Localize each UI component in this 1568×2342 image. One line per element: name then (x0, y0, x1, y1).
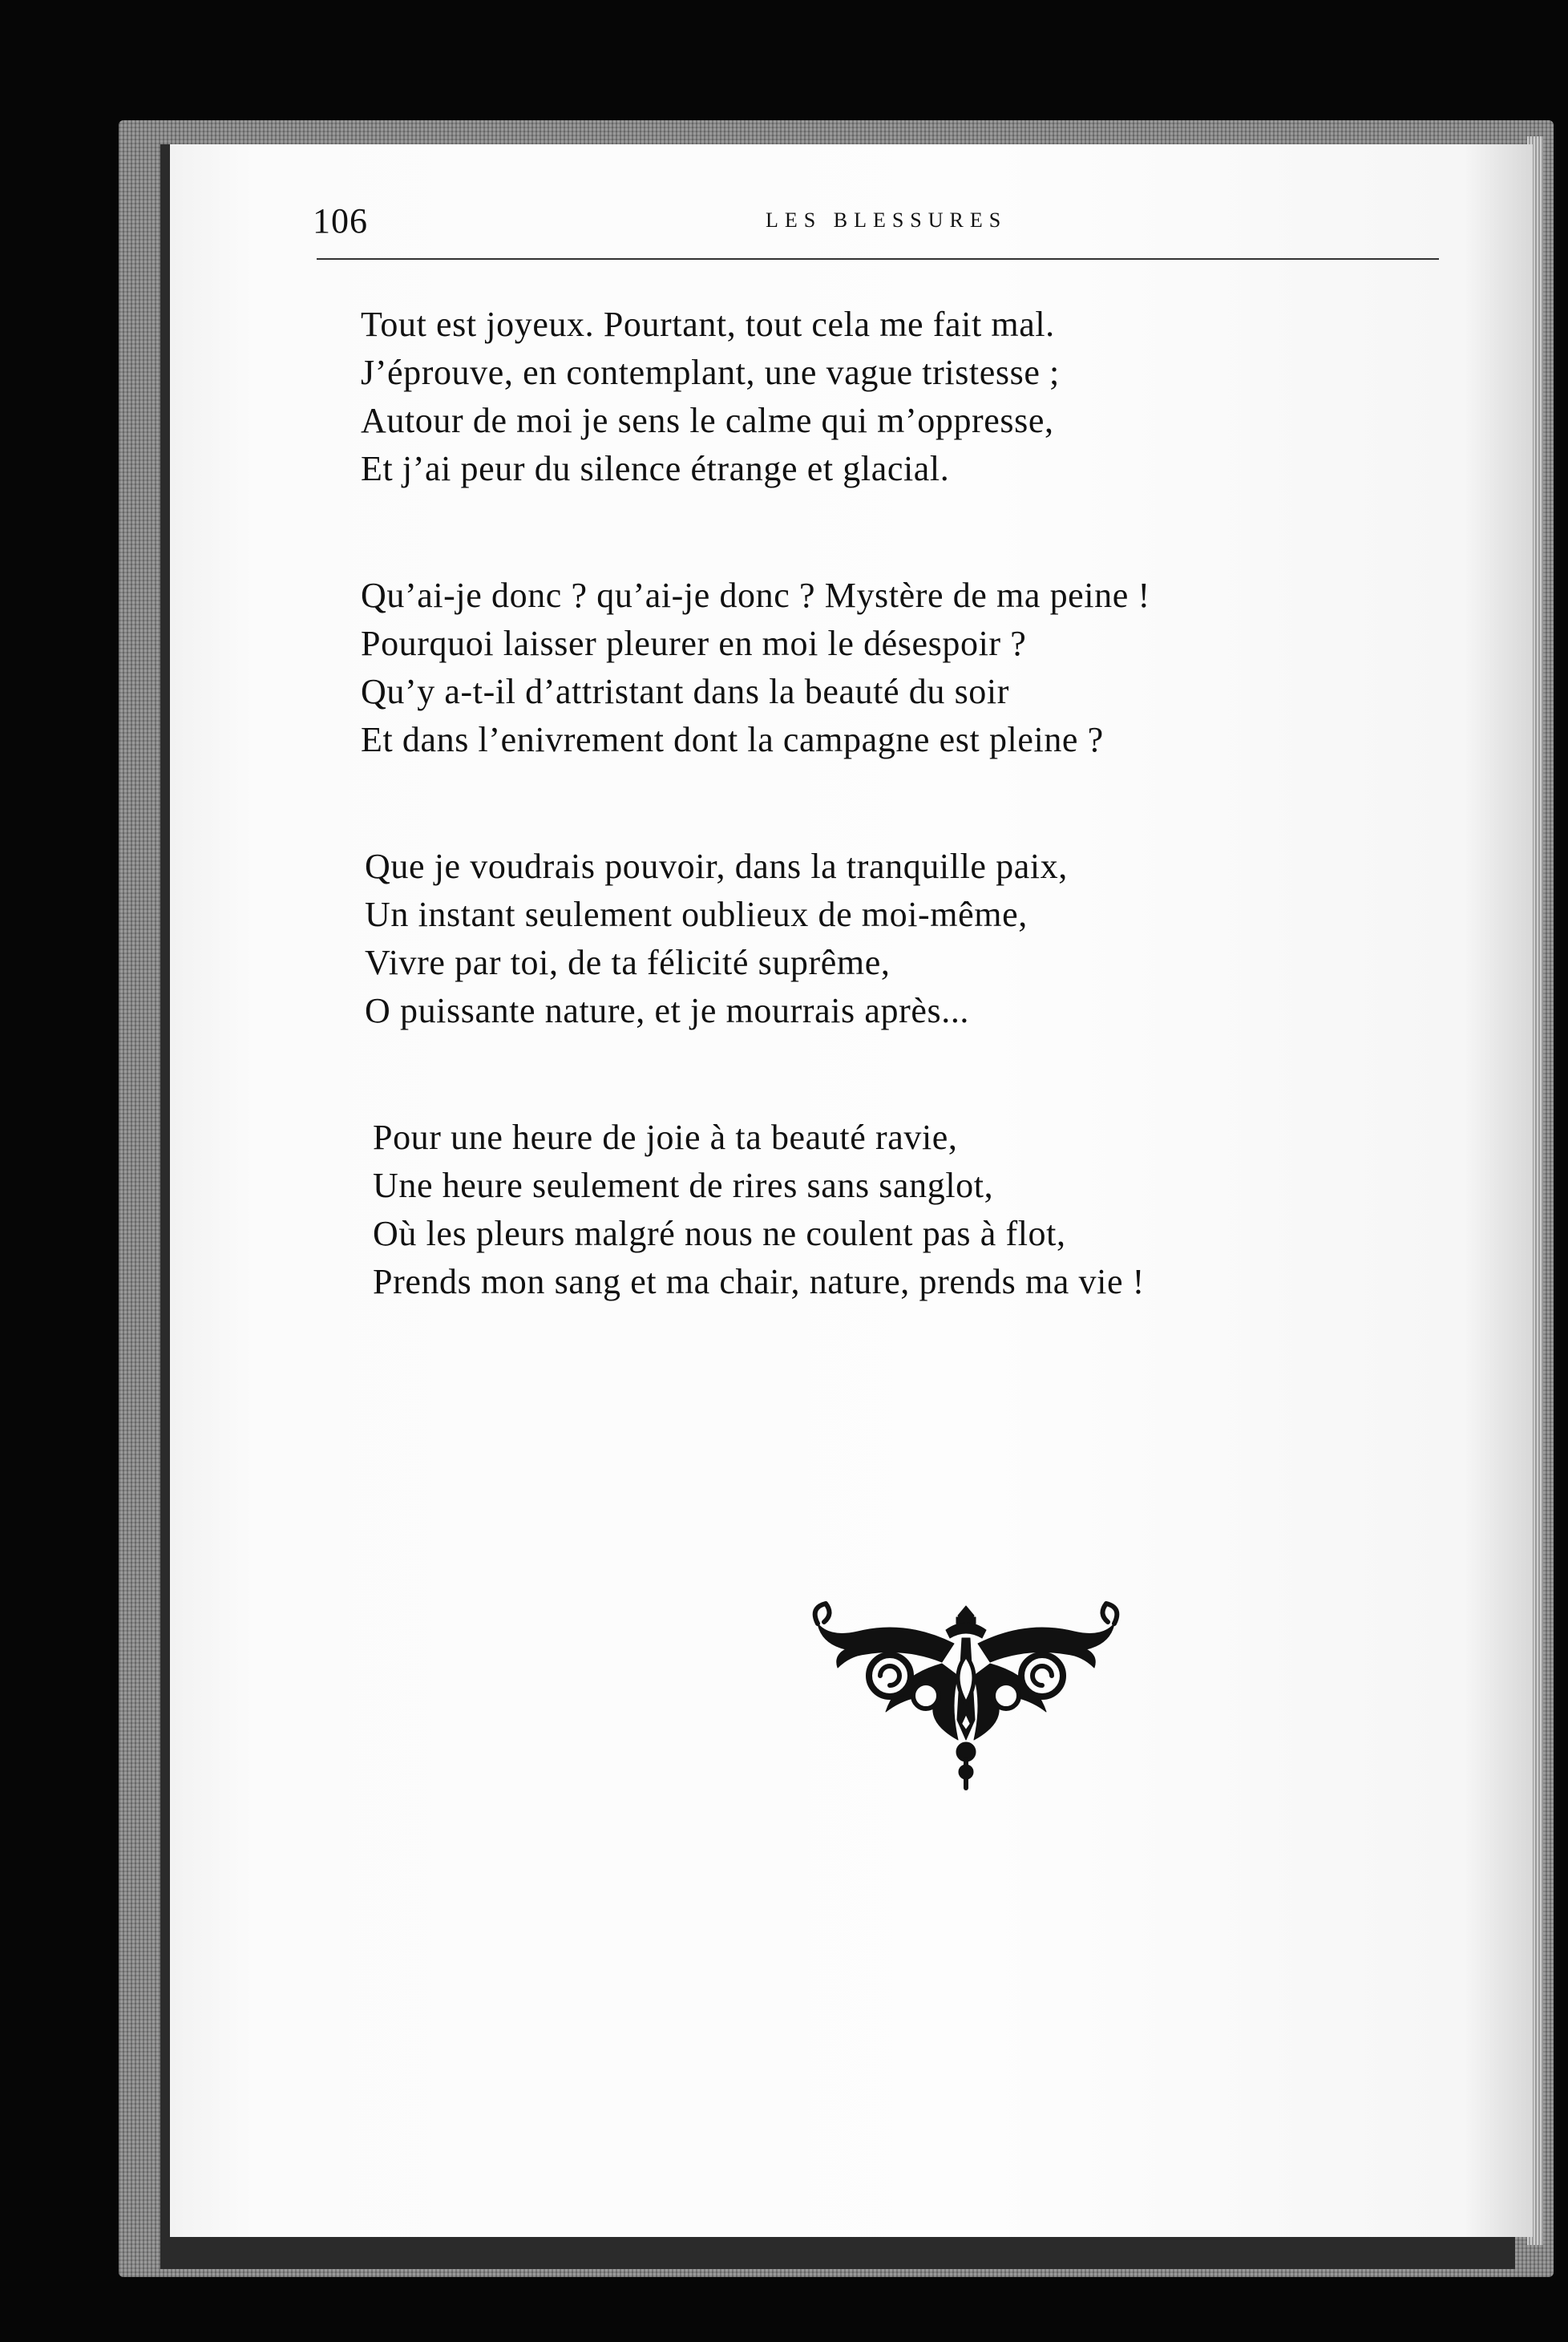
verse-line: Vivre par toi, de ta félicité suprême, (365, 943, 891, 982)
verse-line: Prends mon sang et ma chair, nature, prends ma vie ! (373, 1262, 1145, 1301)
running-title: LES BLESSURES (766, 208, 1008, 232)
verse-line: Qu’ai-je donc ? qu’ai-je donc ? Mystère de ma peine ! (361, 576, 1150, 615)
verse-line: Et dans l’enivrement dont la campagne est pleine ? (361, 720, 1104, 759)
verse-line: Un instant seulement oublieux de moi-même, (365, 895, 1028, 934)
stanza (361, 301, 1483, 493)
stanza (361, 572, 1483, 764)
header-rule (317, 258, 1439, 260)
stanza (361, 1114, 1483, 1306)
poem (361, 301, 1483, 1385)
verse-line: Pour une heure de joie à ta beauté ravie, (373, 1118, 958, 1157)
verse-line: Et j’ai peur du silence étrange et glacial. (361, 449, 950, 488)
verse-line: Tout est joyeux. Pourtant, tout cela me fait mal. (361, 305, 1055, 344)
verse-line: Où les pleurs malgré nous ne coulent pas à flot, (373, 1214, 1066, 1253)
verse-line: Pourquoi laisser pleurer en moi le désespoir ? (361, 624, 1027, 663)
floral-tailpiece-icon (810, 1600, 1122, 1792)
verse-line: Qu’y a-t-il d’attristant dans la beauté du soir (361, 672, 1009, 711)
verse-line: Autour de moi je sens le calme qui m’oppresse, (361, 401, 1054, 440)
stanza (361, 843, 1483, 1035)
page-number: 106 (313, 201, 368, 241)
verse-line: O puissante nature, et je mourrais après... (365, 991, 970, 1030)
verse-line: Que je voudrais pouvoir, dans la tranquille paix, (365, 847, 1068, 886)
verse-line: Une heure seulement de rires sans sanglot, (373, 1166, 994, 1205)
running-head (313, 200, 1483, 249)
verse-line: J’éprouve, en contemplant, une vague tristesse ; (361, 353, 1060, 392)
